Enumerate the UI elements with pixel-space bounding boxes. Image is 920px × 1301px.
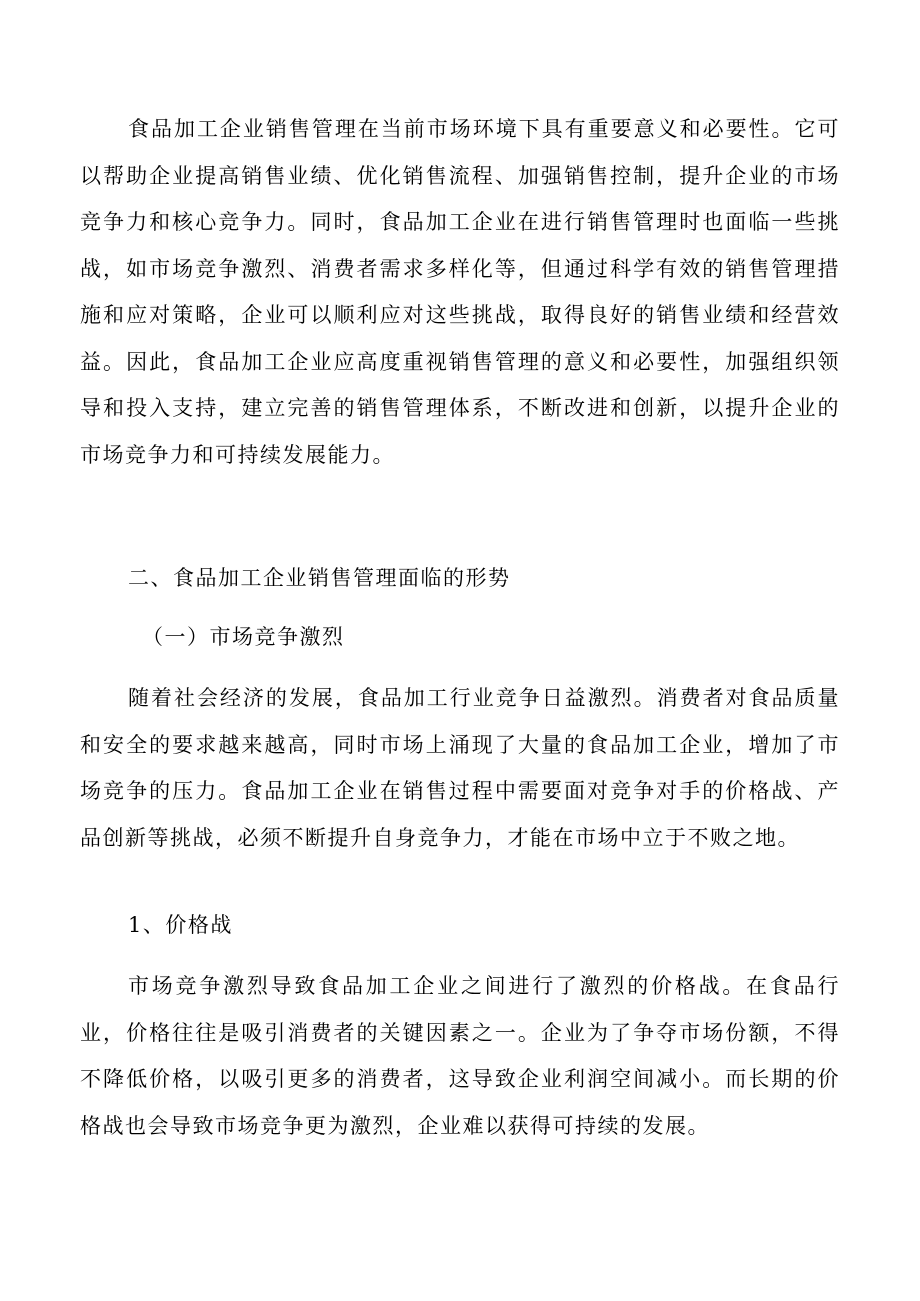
item-heading: 1、价格战 xyxy=(128,913,233,937)
intro-paragraph: 食品加工企业销售管理在当前市场环境下具有重要意义和必要性。它可以帮助企业提高销售业绩、优化销售流程、加强销售控制，提升企业的市场竞争力和核心竞争力。同时，食品加工企业在进行销售管理时也面临一些挑战，如市场竞争激烈、消费者需求多样化等，但通过科学有效的销售管理措施和应对策略，企业可以顺利应对这些挑战，取得良好的销售业绩和经营效益。因此，食品加工企业应高度重视销售管理的意义和必要性，加强组织领导和投入支持，建立完善的销售管理体系，不断改进和创新，以提升企业的市场竞争力和可持续发展能力。 xyxy=(80,117,840,467)
subsection-heading: （一）市场竞争激烈 xyxy=(142,625,345,649)
market-competition-paragraph: 随着社会经济的发展，食品加工行业竞争日益激烈。消费者对食品质量和安全的要求越来越高，同时市场上涌现了大量的食品加工企业，增加了市场竞争的压力。食品加工企业在销售过程中需要面对竞争对手的价格战、产品创新等挑战，必须不断提升自身竞争力，才能在市场中立于不败之地。 xyxy=(80,686,840,850)
section-heading: 二、食品加工企业销售管理面临的形势 xyxy=(128,566,511,590)
price-war-paragraph: 市场竞争激烈导致食品加工企业之间进行了激烈的价格战。在食品行业，价格往往是吸引消费者的关键因素之一。企业为了争夺市场份额，不得不降低价格，以吸引更多的消费者，这导致企业利润空间减小。而长期的价格战也会导致市场竞争更为激烈，企业难以获得可持续的发展。 xyxy=(80,974,840,1138)
